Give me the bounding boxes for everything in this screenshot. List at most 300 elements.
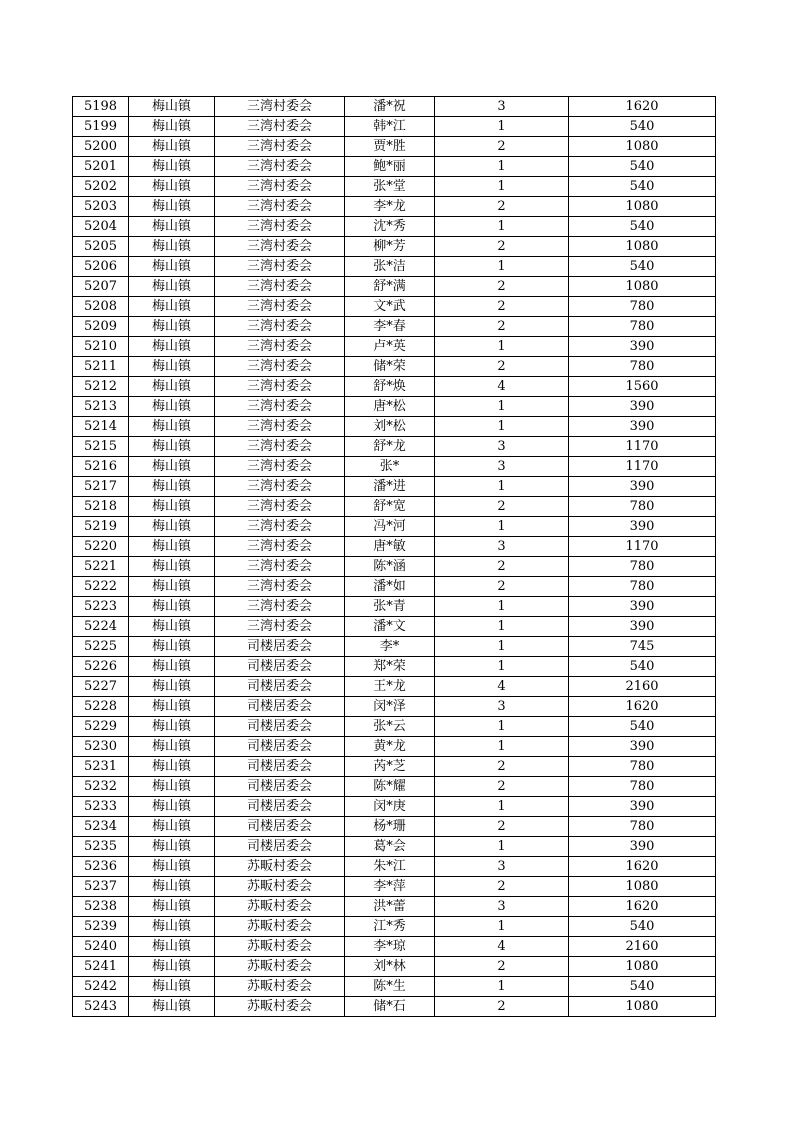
name-cell: 文*武 bbox=[345, 297, 435, 317]
town-cell: 梅山镇 bbox=[129, 417, 215, 437]
amount-cell: 780 bbox=[569, 357, 716, 377]
name-cell: 沈*秀 bbox=[345, 217, 435, 237]
name-cell: 张*洁 bbox=[345, 257, 435, 277]
table-row bbox=[73, 97, 716, 117]
amount-cell: 780 bbox=[569, 577, 716, 597]
household-count-cell: 3 bbox=[435, 897, 569, 917]
table-row bbox=[73, 797, 716, 817]
town-cell: 梅山镇 bbox=[129, 537, 215, 557]
household-count-cell: 1 bbox=[435, 617, 569, 637]
name-cell: 葛*会 bbox=[345, 837, 435, 857]
name-cell: 张*云 bbox=[345, 717, 435, 737]
table-row bbox=[73, 977, 716, 997]
household-count-cell: 1 bbox=[435, 637, 569, 657]
town-cell: 梅山镇 bbox=[129, 517, 215, 537]
household-count-cell: 4 bbox=[435, 677, 569, 697]
household-count-cell: 1 bbox=[435, 797, 569, 817]
town-cell: 梅山镇 bbox=[129, 657, 215, 677]
row-number-cell: 5201 bbox=[73, 157, 129, 177]
amount-cell: 540 bbox=[569, 657, 716, 677]
committee-cell: 苏畈村委会 bbox=[215, 857, 345, 877]
table-row bbox=[73, 337, 716, 357]
table-row bbox=[73, 837, 716, 857]
amount-cell: 390 bbox=[569, 597, 716, 617]
household-count-cell: 2 bbox=[435, 297, 569, 317]
name-cell: 江*秀 bbox=[345, 917, 435, 937]
amount-cell: 2160 bbox=[569, 677, 716, 697]
household-count-cell: 2 bbox=[435, 277, 569, 297]
amount-cell: 390 bbox=[569, 337, 716, 357]
table-row bbox=[73, 217, 716, 237]
table-row bbox=[73, 857, 716, 877]
row-number-cell: 5225 bbox=[73, 637, 129, 657]
household-count-cell: 1 bbox=[435, 717, 569, 737]
name-cell: 贾*胜 bbox=[345, 137, 435, 157]
household-count-cell: 1 bbox=[435, 977, 569, 997]
town-cell: 梅山镇 bbox=[129, 577, 215, 597]
name-cell: 刘*林 bbox=[345, 957, 435, 977]
household-count-cell: 3 bbox=[435, 537, 569, 557]
household-count-cell: 1 bbox=[435, 917, 569, 937]
row-number-cell: 5207 bbox=[73, 277, 129, 297]
name-cell: 李*琼 bbox=[345, 937, 435, 957]
household-count-cell: 2 bbox=[435, 497, 569, 517]
amount-cell: 390 bbox=[569, 477, 716, 497]
name-cell: 唐*松 bbox=[345, 397, 435, 417]
name-cell: 李* bbox=[345, 637, 435, 657]
name-cell: 郑*荣 bbox=[345, 657, 435, 677]
household-count-cell: 1 bbox=[435, 837, 569, 857]
name-cell: 黄*龙 bbox=[345, 737, 435, 757]
name-cell: 芮*芝 bbox=[345, 757, 435, 777]
town-cell: 梅山镇 bbox=[129, 917, 215, 937]
row-number-cell: 5210 bbox=[73, 337, 129, 357]
table-row bbox=[73, 777, 716, 797]
row-number-cell: 5200 bbox=[73, 137, 129, 157]
household-count-cell: 2 bbox=[435, 237, 569, 257]
table-row bbox=[73, 437, 716, 457]
household-count-cell: 2 bbox=[435, 997, 569, 1017]
household-count-cell: 2 bbox=[435, 957, 569, 977]
name-cell: 舒*焕 bbox=[345, 377, 435, 397]
name-cell: 刘*松 bbox=[345, 417, 435, 437]
table-row bbox=[73, 377, 716, 397]
committee-cell: 三湾村委会 bbox=[215, 337, 345, 357]
household-count-cell: 1 bbox=[435, 477, 569, 497]
row-number-cell: 5217 bbox=[73, 477, 129, 497]
town-cell: 梅山镇 bbox=[129, 637, 215, 657]
household-count-cell: 3 bbox=[435, 437, 569, 457]
town-cell: 梅山镇 bbox=[129, 857, 215, 877]
name-cell: 储*荣 bbox=[345, 357, 435, 377]
town-cell: 梅山镇 bbox=[129, 477, 215, 497]
committee-cell: 司楼居委会 bbox=[215, 657, 345, 677]
committee-cell: 三湾村委会 bbox=[215, 477, 345, 497]
row-number-cell: 5213 bbox=[73, 397, 129, 417]
town-cell: 梅山镇 bbox=[129, 957, 215, 977]
table-row bbox=[73, 197, 716, 217]
name-cell: 舒*满 bbox=[345, 277, 435, 297]
town-cell: 梅山镇 bbox=[129, 877, 215, 897]
name-cell: 柳*芳 bbox=[345, 237, 435, 257]
town-cell: 梅山镇 bbox=[129, 237, 215, 257]
amount-cell: 540 bbox=[569, 217, 716, 237]
town-cell: 梅山镇 bbox=[129, 897, 215, 917]
table-row bbox=[73, 117, 716, 137]
table-row bbox=[73, 277, 716, 297]
name-cell: 张*堂 bbox=[345, 177, 435, 197]
row-number-cell: 5237 bbox=[73, 877, 129, 897]
committee-cell: 三湾村委会 bbox=[215, 177, 345, 197]
town-cell: 梅山镇 bbox=[129, 457, 215, 477]
table-row bbox=[73, 417, 716, 437]
committee-cell: 三湾村委会 bbox=[215, 157, 345, 177]
town-cell: 梅山镇 bbox=[129, 817, 215, 837]
amount-cell: 540 bbox=[569, 177, 716, 197]
household-count-cell: 1 bbox=[435, 337, 569, 357]
row-number-cell: 5233 bbox=[73, 797, 129, 817]
amount-cell: 780 bbox=[569, 557, 716, 577]
row-number-cell: 5219 bbox=[73, 517, 129, 537]
table-row bbox=[73, 137, 716, 157]
row-number-cell: 5227 bbox=[73, 677, 129, 697]
amount-cell: 1080 bbox=[569, 277, 716, 297]
town-cell: 梅山镇 bbox=[129, 377, 215, 397]
town-cell: 梅山镇 bbox=[129, 277, 215, 297]
amount-cell: 1170 bbox=[569, 437, 716, 457]
household-count-cell: 2 bbox=[435, 197, 569, 217]
amount-cell: 1080 bbox=[569, 197, 716, 217]
name-cell: 冯*河 bbox=[345, 517, 435, 537]
name-cell: 韩*江 bbox=[345, 117, 435, 137]
row-number-cell: 5211 bbox=[73, 357, 129, 377]
row-number-cell: 5199 bbox=[73, 117, 129, 137]
town-cell: 梅山镇 bbox=[129, 217, 215, 237]
name-cell: 李*萍 bbox=[345, 877, 435, 897]
committee-cell: 司楼居委会 bbox=[215, 737, 345, 757]
row-number-cell: 5229 bbox=[73, 717, 129, 737]
table-row bbox=[73, 817, 716, 837]
household-count-cell: 2 bbox=[435, 317, 569, 337]
table-row bbox=[73, 477, 716, 497]
amount-cell: 1080 bbox=[569, 237, 716, 257]
committee-cell: 司楼居委会 bbox=[215, 777, 345, 797]
committee-cell: 三湾村委会 bbox=[215, 517, 345, 537]
town-cell: 梅山镇 bbox=[129, 557, 215, 577]
committee-cell: 司楼居委会 bbox=[215, 697, 345, 717]
committee-cell: 苏畈村委会 bbox=[215, 997, 345, 1017]
household-count-cell: 4 bbox=[435, 937, 569, 957]
row-number-cell: 5239 bbox=[73, 917, 129, 937]
amount-cell: 1620 bbox=[569, 857, 716, 877]
row-number-cell: 5242 bbox=[73, 977, 129, 997]
committee-cell: 三湾村委会 bbox=[215, 137, 345, 157]
town-cell: 梅山镇 bbox=[129, 797, 215, 817]
committee-cell: 司楼居委会 bbox=[215, 717, 345, 737]
table-row bbox=[73, 537, 716, 557]
committee-cell: 三湾村委会 bbox=[215, 557, 345, 577]
committee-cell: 司楼居委会 bbox=[215, 797, 345, 817]
row-number-cell: 5226 bbox=[73, 657, 129, 677]
household-count-cell: 2 bbox=[435, 757, 569, 777]
committee-cell: 苏畈村委会 bbox=[215, 937, 345, 957]
town-cell: 梅山镇 bbox=[129, 137, 215, 157]
amount-cell: 390 bbox=[569, 417, 716, 437]
household-count-cell: 1 bbox=[435, 657, 569, 677]
row-number-cell: 5228 bbox=[73, 697, 129, 717]
household-count-cell: 1 bbox=[435, 597, 569, 617]
table-row bbox=[73, 697, 716, 717]
committee-cell: 三湾村委会 bbox=[215, 197, 345, 217]
household-count-cell: 1 bbox=[435, 257, 569, 277]
town-cell: 梅山镇 bbox=[129, 697, 215, 717]
name-cell: 潘*文 bbox=[345, 617, 435, 637]
household-count-cell: 1 bbox=[435, 517, 569, 537]
amount-cell: 1620 bbox=[569, 97, 716, 117]
committee-cell: 三湾村委会 bbox=[215, 97, 345, 117]
row-number-cell: 5236 bbox=[73, 857, 129, 877]
town-cell: 梅山镇 bbox=[129, 677, 215, 697]
amount-cell: 540 bbox=[569, 257, 716, 277]
committee-cell: 三湾村委会 bbox=[215, 277, 345, 297]
committee-cell: 司楼居委会 bbox=[215, 817, 345, 837]
committee-cell: 司楼居委会 bbox=[215, 677, 345, 697]
name-cell: 潘*如 bbox=[345, 577, 435, 597]
household-count-cell: 3 bbox=[435, 857, 569, 877]
row-number-cell: 5198 bbox=[73, 97, 129, 117]
table-row bbox=[73, 617, 716, 637]
table-row bbox=[73, 917, 716, 937]
row-number-cell: 5221 bbox=[73, 557, 129, 577]
household-count-cell: 1 bbox=[435, 157, 569, 177]
name-cell: 潘*进 bbox=[345, 477, 435, 497]
row-number-cell: 5212 bbox=[73, 377, 129, 397]
row-number-cell: 5241 bbox=[73, 957, 129, 977]
household-count-cell: 3 bbox=[435, 97, 569, 117]
town-cell: 梅山镇 bbox=[129, 97, 215, 117]
roster-table bbox=[72, 96, 716, 1017]
town-cell: 梅山镇 bbox=[129, 157, 215, 177]
committee-cell: 苏畈村委会 bbox=[215, 897, 345, 917]
table-row bbox=[73, 457, 716, 477]
town-cell: 梅山镇 bbox=[129, 117, 215, 137]
town-cell: 梅山镇 bbox=[129, 197, 215, 217]
town-cell: 梅山镇 bbox=[129, 977, 215, 997]
table-row bbox=[73, 317, 716, 337]
name-cell: 杨*珊 bbox=[345, 817, 435, 837]
row-number-cell: 5238 bbox=[73, 897, 129, 917]
name-cell: 李*春 bbox=[345, 317, 435, 337]
committee-cell: 三湾村委会 bbox=[215, 537, 345, 557]
table-row bbox=[73, 737, 716, 757]
row-number-cell: 5231 bbox=[73, 757, 129, 777]
table-row bbox=[73, 497, 716, 517]
committee-cell: 司楼居委会 bbox=[215, 757, 345, 777]
amount-cell: 780 bbox=[569, 317, 716, 337]
amount-cell: 390 bbox=[569, 837, 716, 857]
roster-table-body bbox=[73, 97, 716, 1017]
household-count-cell: 1 bbox=[435, 397, 569, 417]
name-cell: 陈*涵 bbox=[345, 557, 435, 577]
town-cell: 梅山镇 bbox=[129, 177, 215, 197]
row-number-cell: 5232 bbox=[73, 777, 129, 797]
committee-cell: 三湾村委会 bbox=[215, 457, 345, 477]
amount-cell: 745 bbox=[569, 637, 716, 657]
household-count-cell: 3 bbox=[435, 457, 569, 477]
name-cell: 鲍*丽 bbox=[345, 157, 435, 177]
town-cell: 梅山镇 bbox=[129, 497, 215, 517]
table-row bbox=[73, 177, 716, 197]
name-cell: 张* bbox=[345, 457, 435, 477]
table-row bbox=[73, 637, 716, 657]
amount-cell: 1170 bbox=[569, 537, 716, 557]
table-row bbox=[73, 357, 716, 377]
amount-cell: 1620 bbox=[569, 897, 716, 917]
table-row bbox=[73, 557, 716, 577]
amount-cell: 540 bbox=[569, 117, 716, 137]
household-count-cell: 2 bbox=[435, 137, 569, 157]
household-count-cell: 2 bbox=[435, 817, 569, 837]
committee-cell: 三湾村委会 bbox=[215, 217, 345, 237]
row-number-cell: 5235 bbox=[73, 837, 129, 857]
household-count-cell: 2 bbox=[435, 577, 569, 597]
committee-cell: 三湾村委会 bbox=[215, 357, 345, 377]
table-row bbox=[73, 757, 716, 777]
committee-cell: 三湾村委会 bbox=[215, 117, 345, 137]
table-row bbox=[73, 677, 716, 697]
committee-cell: 三湾村委会 bbox=[215, 417, 345, 437]
amount-cell: 540 bbox=[569, 977, 716, 997]
row-number-cell: 5206 bbox=[73, 257, 129, 277]
row-number-cell: 5220 bbox=[73, 537, 129, 557]
row-number-cell: 5215 bbox=[73, 437, 129, 457]
household-count-cell: 4 bbox=[435, 377, 569, 397]
household-count-cell: 2 bbox=[435, 777, 569, 797]
amount-cell: 1080 bbox=[569, 957, 716, 977]
amount-cell: 1080 bbox=[569, 997, 716, 1017]
row-number-cell: 5222 bbox=[73, 577, 129, 597]
table-row bbox=[73, 957, 716, 977]
amount-cell: 390 bbox=[569, 797, 716, 817]
table-row bbox=[73, 257, 716, 277]
town-cell: 梅山镇 bbox=[129, 717, 215, 737]
amount-cell: 390 bbox=[569, 517, 716, 537]
amount-cell: 1560 bbox=[569, 377, 716, 397]
committee-cell: 苏畈村委会 bbox=[215, 957, 345, 977]
row-number-cell: 5208 bbox=[73, 297, 129, 317]
row-number-cell: 5234 bbox=[73, 817, 129, 837]
row-number-cell: 5202 bbox=[73, 177, 129, 197]
committee-cell: 司楼居委会 bbox=[215, 637, 345, 657]
table-row bbox=[73, 297, 716, 317]
row-number-cell: 5240 bbox=[73, 937, 129, 957]
name-cell: 潘*祝 bbox=[345, 97, 435, 117]
amount-cell: 540 bbox=[569, 717, 716, 737]
committee-cell: 苏畈村委会 bbox=[215, 917, 345, 937]
amount-cell: 1620 bbox=[569, 697, 716, 717]
amount-cell: 1080 bbox=[569, 877, 716, 897]
table-row bbox=[73, 897, 716, 917]
row-number-cell: 5203 bbox=[73, 197, 129, 217]
name-cell: 舒*宽 bbox=[345, 497, 435, 517]
committee-cell: 三湾村委会 bbox=[215, 297, 345, 317]
town-cell: 梅山镇 bbox=[129, 357, 215, 377]
table-row bbox=[73, 237, 716, 257]
table-row bbox=[73, 577, 716, 597]
name-cell: 唐*敏 bbox=[345, 537, 435, 557]
household-count-cell: 3 bbox=[435, 697, 569, 717]
household-count-cell: 2 bbox=[435, 557, 569, 577]
amount-cell: 540 bbox=[569, 157, 716, 177]
household-count-cell: 1 bbox=[435, 177, 569, 197]
table-row bbox=[73, 997, 716, 1017]
amount-cell: 1170 bbox=[569, 457, 716, 477]
table-row bbox=[73, 597, 716, 617]
row-number-cell: 5218 bbox=[73, 497, 129, 517]
amount-cell: 390 bbox=[569, 397, 716, 417]
row-number-cell: 5214 bbox=[73, 417, 129, 437]
name-cell: 陈*耀 bbox=[345, 777, 435, 797]
committee-cell: 苏畈村委会 bbox=[215, 877, 345, 897]
name-cell: 洪*蕾 bbox=[345, 897, 435, 917]
table-row bbox=[73, 157, 716, 177]
town-cell: 梅山镇 bbox=[129, 937, 215, 957]
town-cell: 梅山镇 bbox=[129, 997, 215, 1017]
amount-cell: 780 bbox=[569, 297, 716, 317]
amount-cell: 780 bbox=[569, 757, 716, 777]
committee-cell: 三湾村委会 bbox=[215, 237, 345, 257]
row-number-cell: 5224 bbox=[73, 617, 129, 637]
row-number-cell: 5216 bbox=[73, 457, 129, 477]
household-count-cell: 2 bbox=[435, 877, 569, 897]
name-cell: 闵*庚 bbox=[345, 797, 435, 817]
amount-cell: 780 bbox=[569, 497, 716, 517]
town-cell: 梅山镇 bbox=[129, 437, 215, 457]
name-cell: 卢*英 bbox=[345, 337, 435, 357]
name-cell: 陈*生 bbox=[345, 977, 435, 997]
row-number-cell: 5205 bbox=[73, 237, 129, 257]
town-cell: 梅山镇 bbox=[129, 597, 215, 617]
committee-cell: 司楼居委会 bbox=[215, 837, 345, 857]
town-cell: 梅山镇 bbox=[129, 337, 215, 357]
name-cell: 闵*泽 bbox=[345, 697, 435, 717]
amount-cell: 780 bbox=[569, 817, 716, 837]
household-count-cell: 1 bbox=[435, 417, 569, 437]
amount-cell: 2160 bbox=[569, 937, 716, 957]
table-row bbox=[73, 517, 716, 537]
amount-cell: 390 bbox=[569, 617, 716, 637]
row-number-cell: 5230 bbox=[73, 737, 129, 757]
committee-cell: 三湾村委会 bbox=[215, 497, 345, 517]
committee-cell: 三湾村委会 bbox=[215, 377, 345, 397]
town-cell: 梅山镇 bbox=[129, 737, 215, 757]
name-cell: 张*青 bbox=[345, 597, 435, 617]
committee-cell: 三湾村委会 bbox=[215, 317, 345, 337]
table-row bbox=[73, 937, 716, 957]
table-row bbox=[73, 877, 716, 897]
town-cell: 梅山镇 bbox=[129, 617, 215, 637]
household-count-cell: 1 bbox=[435, 737, 569, 757]
amount-cell: 1080 bbox=[569, 137, 716, 157]
name-cell: 舒*龙 bbox=[345, 437, 435, 457]
table-row bbox=[73, 397, 716, 417]
name-cell: 王*龙 bbox=[345, 677, 435, 697]
town-cell: 梅山镇 bbox=[129, 257, 215, 277]
household-count-cell: 2 bbox=[435, 357, 569, 377]
committee-cell: 三湾村委会 bbox=[215, 257, 345, 277]
table-row bbox=[73, 657, 716, 677]
town-cell: 梅山镇 bbox=[129, 297, 215, 317]
